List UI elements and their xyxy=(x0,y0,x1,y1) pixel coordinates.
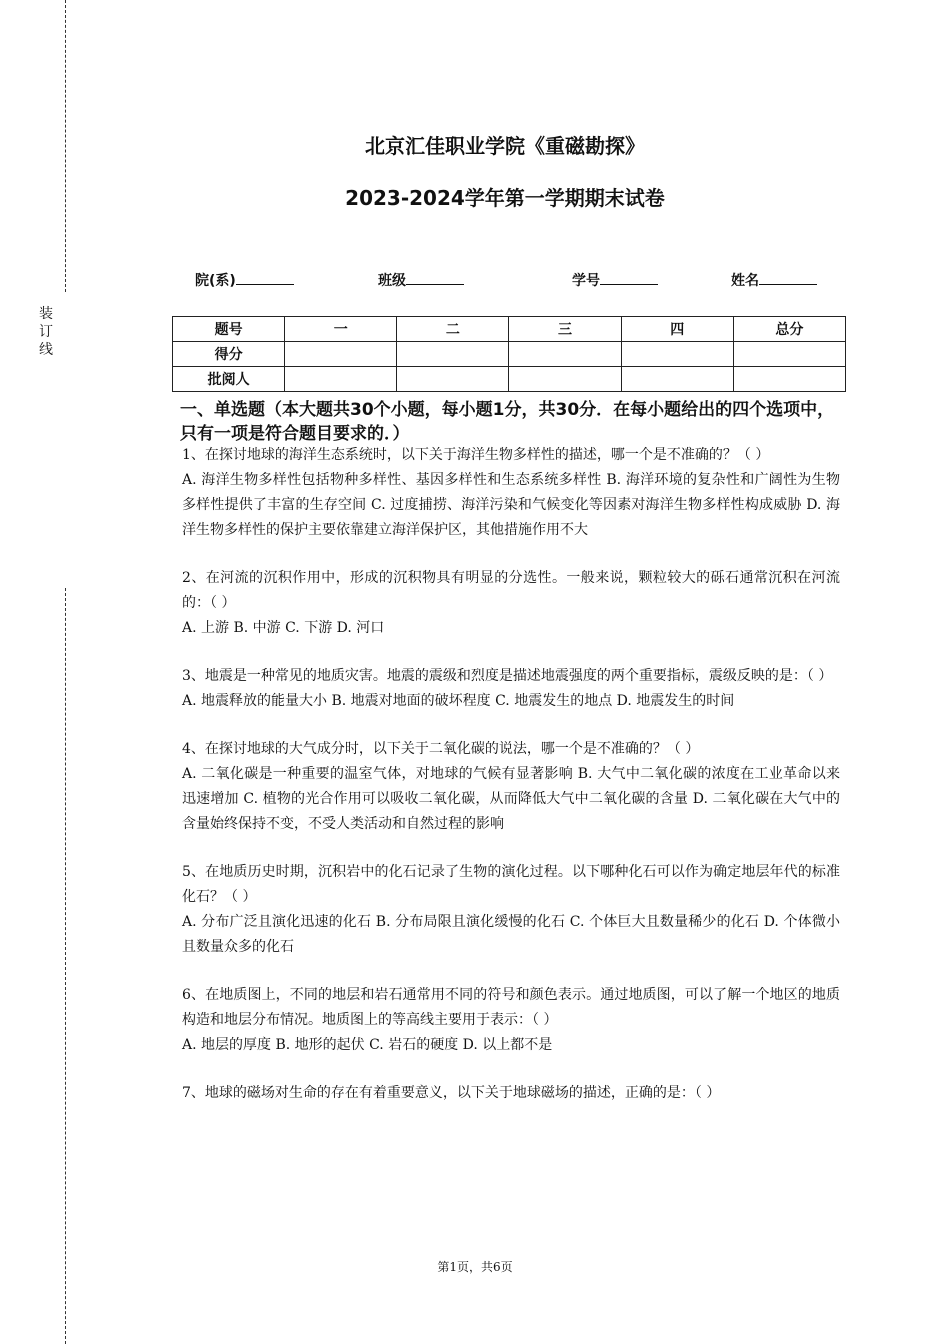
grader-cell[interactable] xyxy=(733,367,845,392)
score-cell[interactable] xyxy=(621,342,733,367)
question-options: A. 海洋生物多样性包括物种多样性、基因多样性和生态系统多样性 B. 海洋环境的复杂性和广阔性为生物多样性提供了丰富的生存空间 C. 过度捕捞、海洋污染和气候变化等因素对海洋生物多样性构成威胁 D. 海洋生物多样性的保护主要依靠建立海洋保护区，其他措施作用不大 xyxy=(182,472,840,538)
question-stem: 4、在探讨地球的大气成分时，以下关于二氧化碳的说法，哪一个是不准确的？（ ） xyxy=(182,741,700,757)
exam-subtitle: 2023-2024学年第一学期期末试卷 xyxy=(345,186,665,210)
score-table xyxy=(172,316,846,392)
question-stem: 2、在河流的沉积作用中，形成的沉积物具有明显的分选性。一般来说，颗粒较大的砾石通常沉积在河流的：（ ） xyxy=(182,570,840,611)
question-stem: 3、地震是一种常见的地质灾害。地震的震级和烈度是描述地震强度的两个重要指标，震级反映的是：（ ） xyxy=(182,668,833,684)
score-header-cell: 四 xyxy=(621,317,733,342)
question-stem: 7、地球的磁场对生命的存在有着重要意义，以下关于地球磁场的描述，正确的是：（ ） xyxy=(182,1085,721,1101)
question-item xyxy=(182,983,840,1058)
question-options: A. 上游 B. 中游 C. 下游 D. 河口 xyxy=(182,620,385,636)
score-header-cell: 题号 xyxy=(173,317,285,342)
question-list xyxy=(182,443,840,1129)
question-options: A. 二氧化碳是一种重要的温室气体，对地球的气候有显著影响 B. 大气中二氧化碳的浓度在工业革命以来迅速增加 C. 植物的光合作用可以吸收二氧化碳，从而降低大气中二氧化碳的含量 D. 二氧化碳在大气中的含量始终保持不变，不受人类活动和自然过程的影响 xyxy=(182,766,840,832)
score-header-cell: 三 xyxy=(509,317,621,342)
question-item xyxy=(182,566,840,641)
question-item xyxy=(182,860,840,960)
student-id-field[interactable]: 学号 xyxy=(572,270,658,290)
grader-cell[interactable] xyxy=(509,367,621,392)
department-field[interactable]: 院(系) xyxy=(195,270,294,290)
score-cell[interactable] xyxy=(509,342,621,367)
question-options: A. 分布广泛且演化迅速的化石 B. 分布局限且演化缓慢的化石 C. 个体巨大且数量稀少的化石 D. 个体微小且数量众多的化石 xyxy=(182,914,840,955)
question-item xyxy=(182,443,840,543)
score-cell[interactable] xyxy=(285,342,397,367)
question-stem: 1、在探讨地球的海洋生态系统时，以下关于海洋生物多样性的描述，哪一个是不准确的？（ ） xyxy=(182,447,770,463)
score-cell[interactable] xyxy=(397,342,509,367)
score-table-header xyxy=(173,317,846,342)
class-field[interactable]: 班级 xyxy=(378,270,464,290)
score-row-label: 得分 xyxy=(173,342,285,367)
grader-cell[interactable] xyxy=(397,367,509,392)
score-header-cell: 总分 xyxy=(733,317,845,342)
grader-row xyxy=(173,367,846,392)
score-header-cell: 二 xyxy=(397,317,509,342)
question-options: A. 地震释放的能量大小 B. 地震对地面的破坏程度 C. 地震发生的地点 D. 地震发生的时间 xyxy=(182,693,735,709)
section-heading: 一、单选题（本大题共30个小题，每小题1分，共30分．在每小题给出的四个选项中，只有一项是符合题目要求的．） xyxy=(180,400,835,444)
grader-cell[interactable] xyxy=(621,367,733,392)
question-item xyxy=(182,664,840,714)
page-footer: 第1页，共6页 xyxy=(437,1260,513,1274)
grader-row-label: 批阅人 xyxy=(173,367,285,392)
question-item xyxy=(182,737,840,837)
score-header-cell: 一 xyxy=(285,317,397,342)
score-row xyxy=(173,342,846,367)
binding-line-bottom xyxy=(65,588,66,1344)
question-options: A. 地层的厚度 B. 地形的起伏 C. 岩石的硬度 D. 以上都不是 xyxy=(182,1037,553,1053)
question-item xyxy=(182,1081,840,1106)
grader-cell[interactable] xyxy=(285,367,397,392)
exam-title: 北京汇佳职业学院《重磁勘探》 xyxy=(365,134,645,158)
question-stem: 5、在地质历史时期，沉积岩中的化石记录了生物的演化过程。以下哪种化石可以作为确定地层年代的标准化石？（ ） xyxy=(182,864,840,905)
student-info-row xyxy=(195,270,835,294)
binding-label: 装订线 xyxy=(39,306,53,358)
name-field[interactable]: 姓名 xyxy=(731,270,817,290)
question-stem: 6、在地质图上，不同的地层和岩石通常用不同的符号和颜色表示。通过地质图，可以了解一个地区的地质构造和地层分布情况。地质图上的等高线主要用于表示：（ ） xyxy=(182,987,840,1028)
score-cell[interactable] xyxy=(733,342,845,367)
